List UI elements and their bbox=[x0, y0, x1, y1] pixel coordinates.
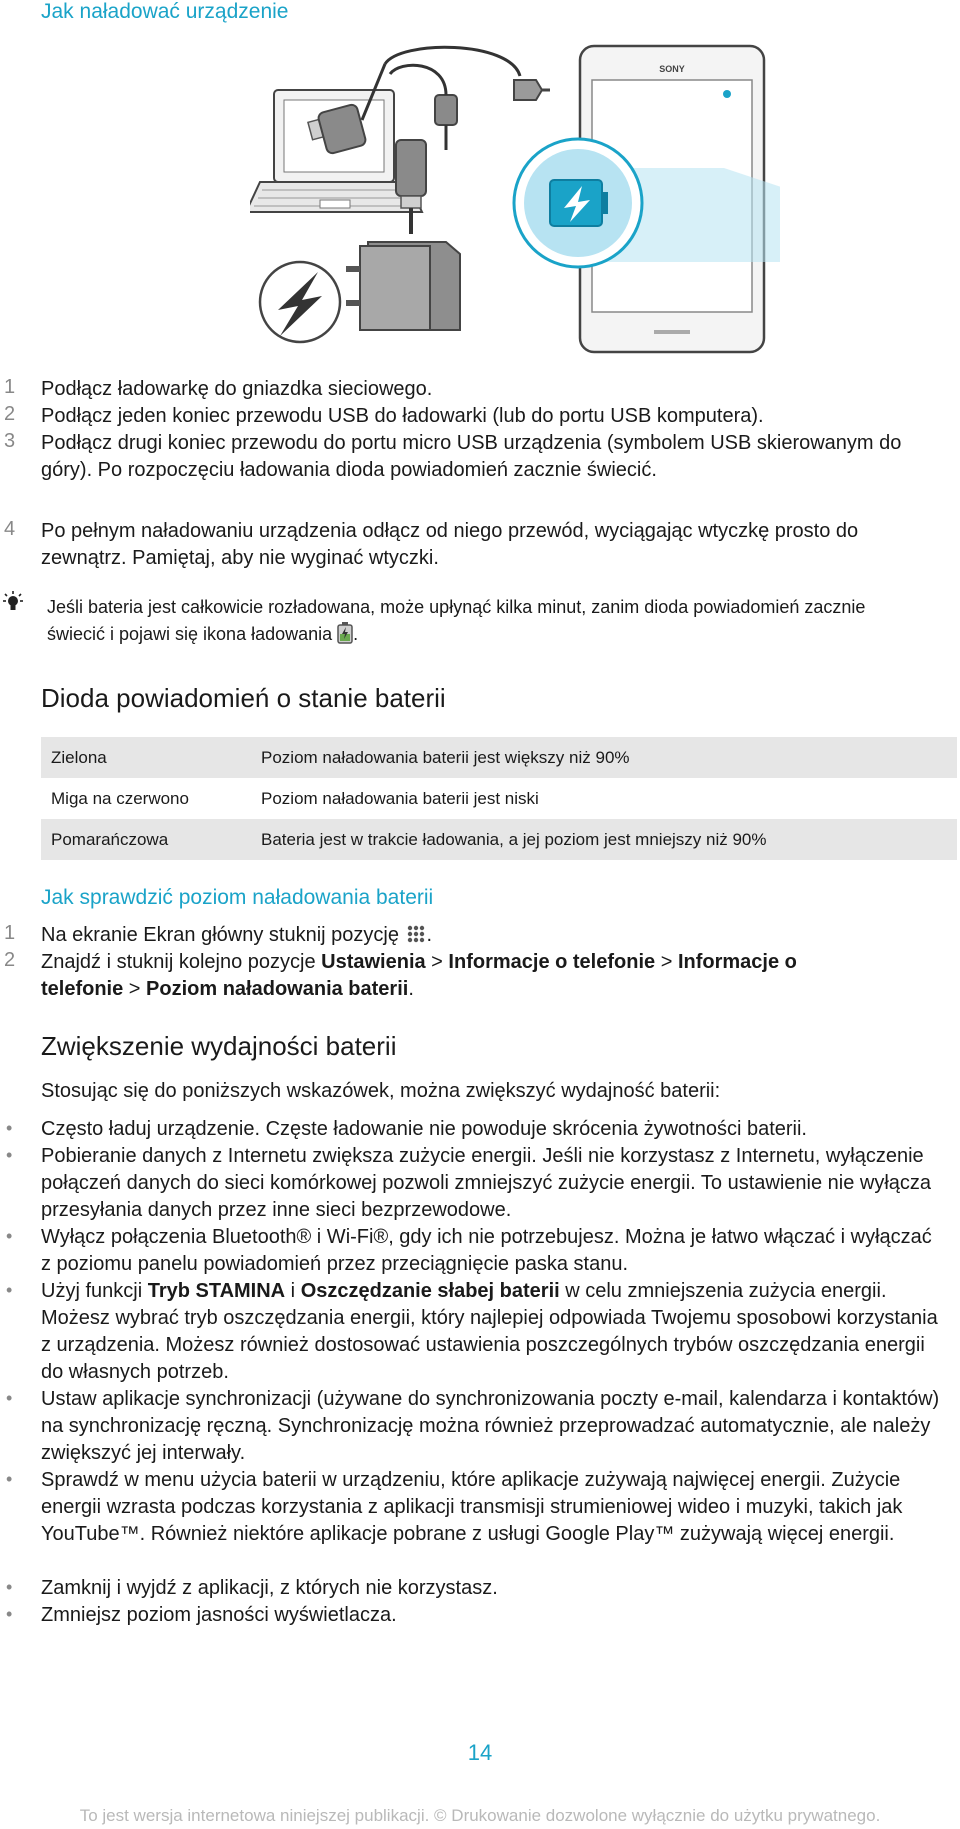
list-item bbox=[41, 1278, 941, 1386]
step-text: Podłącz ładowarkę do gniazdka sieciowego. bbox=[41, 378, 433, 400]
bullet-marker: • bbox=[6, 1280, 13, 1300]
footer-notice: To jest wersja internetowa niniejszej publikacji. © Drukowanie dozwolone wyłącznie do użytku prywatnego. bbox=[79, 1806, 881, 1825]
step-text: Po pełnym naładowaniu urządzenia odłącz od niego przewód, wyciągając wtyczkę prosto do zewnątrz. Pamiętaj, aby nie wyginać wtyczki. bbox=[41, 520, 859, 569]
list-item-text: i bbox=[285, 1280, 301, 1302]
feature-stamina: Tryb STAMINA bbox=[147, 1280, 286, 1302]
step-number: 4 bbox=[4, 518, 16, 540]
bullet-marker: • bbox=[6, 1577, 13, 1597]
tip-content: Jeśli bateria jest całkowicie rozładowana, może upłynąć kilka minut, zanim dioda powiadomień zacznie świecić i pojawi się ikona ładowania bbox=[47, 597, 866, 644]
step-number: 1 bbox=[4, 376, 16, 398]
feature-low-battery-saver: Oszczędzanie słabej baterii bbox=[300, 1280, 560, 1302]
check-step-2 bbox=[41, 949, 881, 1003]
list-item: Często ładuj urządzenie. Częste ładowanie nie powoduje skrócenia żywotności baterii. bbox=[41, 1118, 807, 1140]
list-item-text: Użyj funkcji bbox=[41, 1280, 148, 1302]
table-row bbox=[41, 737, 957, 778]
battery-charging-small-icon bbox=[337, 622, 353, 644]
list-item: Ustaw aplikacje synchronizacji (używane do synchronizowania poczty e-mail, kalendarza i kontaktów) na synchronizację ręczną. Synchronizację można również przeprowadzać automatycznie, ale należy zwiększyć jej interwały. bbox=[41, 1388, 940, 1464]
step-number: 2 bbox=[4, 949, 16, 971]
list-item: Wyłącz połączenia Bluetooth® i Wi-Fi®, gdy ich nie potrzebujesz. Można je łatwo włączać i wyłączać z poziomu panelu powiadomień przez przeciągnięcie paska stanu. bbox=[41, 1226, 932, 1275]
tip-end: . bbox=[353, 624, 359, 644]
bullet-marker: • bbox=[6, 1388, 13, 1408]
step-text: Podłącz jeden koniec przewodu USB do ładowarki (lub do portu USB komputera). bbox=[41, 405, 764, 427]
path-separator: > bbox=[425, 951, 449, 973]
step-text: Podłącz drugi koniec przewodu do portu micro USB urządzenia (symbolem USB skierowanym do góry). Po rozpoczęciu ładowania dioda powiadomień zacznie świecić. bbox=[41, 432, 902, 481]
list-item-text: w celu zmniejszenia zużycia energii. Możesz wybrać tryb oszczędzania energii, który najlepiej odpowiada Twojemu sposobowi korzystania z urządzenia. Możesz również dostosować ustawienia poszczególnych trybów oszczędzania energii do własnych potrzeb. bbox=[41, 1280, 938, 1383]
check-step-1-text: Na ekranie Ekran główny stuknij pozycję bbox=[41, 924, 399, 946]
tip-text bbox=[47, 594, 927, 648]
led-desc-cell: Bateria jest w trakcie ładowania, a jej poziom jest mniejszy niż 90% bbox=[251, 819, 957, 860]
led-status-table bbox=[41, 737, 957, 860]
section-title-led: Dioda powiadomień o stanie baterii bbox=[41, 683, 446, 713]
section-title-battery-performance: Zwiększenie wydajności baterii bbox=[41, 1031, 397, 1061]
bullet-marker: • bbox=[6, 1469, 13, 1489]
menu-path-about-phone-2: Informacje o telefonie bbox=[41, 951, 797, 1000]
lightbulb-tip-icon bbox=[2, 590, 24, 612]
check-step-1-end: . bbox=[426, 924, 433, 946]
led-color-cell: Miga na czerwono bbox=[51, 788, 189, 808]
step-text: Znajdź i stuknij kolejno pozycje bbox=[41, 951, 322, 973]
step-number: 1 bbox=[4, 922, 16, 944]
bullet-marker: • bbox=[6, 1118, 13, 1138]
led-desc-cell: Poziom naładowania baterii jest większy niż 90% bbox=[251, 737, 957, 778]
list-item: Zmniejsz poziom jasności wyświetlacza. bbox=[41, 1604, 397, 1626]
app-grid-icon bbox=[405, 923, 427, 945]
list-item: Zamknij i wyjdź z aplikacji, z których nie korzystasz. bbox=[41, 1577, 498, 1599]
path-separator: > bbox=[655, 951, 678, 973]
check-step-1 bbox=[41, 922, 921, 949]
led-color-cell: Zielona bbox=[41, 737, 251, 778]
list-item: Sprawdź w menu użycia baterii w urządzeniu, które aplikacje zużywają najwięcej energii. Zużycie energii wzrasta podczas korzystania z aplikacji transmisji strumieniowej wideo i muzyki, takich jak YouTube™. Również niektóre aplikacje pobrane z usługi Google Play™ zużywają więcej energii. bbox=[41, 1469, 903, 1545]
led-color-cell: Pomarańczowa bbox=[41, 819, 251, 860]
path-separator: > bbox=[123, 978, 147, 1000]
section-title-check-battery: Jak sprawdzić poziom naładowania baterii bbox=[41, 886, 434, 909]
bullet-marker: • bbox=[6, 1145, 13, 1165]
charging-illustration bbox=[250, 40, 780, 360]
menu-path-battery-level: Poziom naładowania baterii bbox=[146, 978, 409, 1000]
step-end: . bbox=[408, 978, 414, 1000]
list-item: Pobieranie danych z Internetu zwiększa zużycie energii. Jeśli nie korzystasz z Internetu, wyłączenie połączeń danych do sieci komórkowej pozwoli zmniejszyć zużycie energii. To ustawienie nie wyłącza przesyłania danych przez inne sieci bezprzewodowe. bbox=[41, 1145, 932, 1221]
menu-path-settings: Ustawienia bbox=[321, 951, 426, 973]
power-bolt-icon bbox=[260, 262, 340, 342]
step-number: 3 bbox=[4, 430, 16, 452]
table-row bbox=[41, 778, 957, 819]
page-number: 14 bbox=[467, 1740, 493, 1765]
section-title-charging: Jak naładować urządzenie bbox=[41, 0, 289, 23]
phone-brand-label: SONY bbox=[659, 64, 685, 74]
step-number: 2 bbox=[4, 403, 16, 425]
table-row bbox=[41, 819, 957, 860]
bullet-marker: • bbox=[6, 1226, 13, 1246]
bullet-marker: • bbox=[6, 1604, 13, 1624]
menu-path-about-phone: Informacje o telefonie bbox=[448, 951, 656, 973]
led-desc-cell: Poziom naładowania baterii jest niski bbox=[261, 788, 539, 808]
intro-text: Stosując się do poniższych wskazówek, można zwiększyć wydajność baterii: bbox=[41, 1080, 721, 1102]
